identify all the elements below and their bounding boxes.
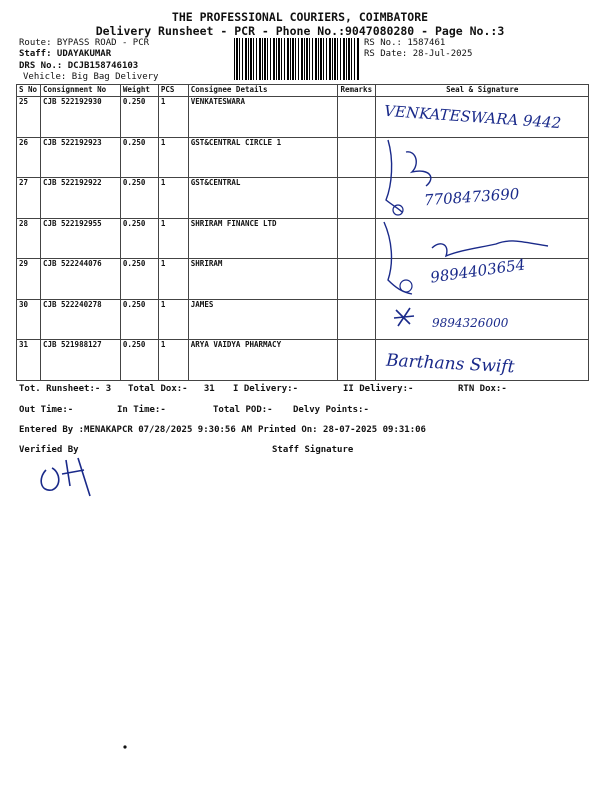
- cell-consignee: SHRIRAM: [188, 259, 338, 300]
- ii-delivery: II Delivery:-: [343, 384, 414, 394]
- handwritten-signature-row27: 7708473690: [423, 184, 520, 210]
- col-sno: S No: [17, 85, 41, 97]
- cell-pcs: 1: [158, 178, 188, 219]
- cell-weight: 0.250: [120, 97, 158, 138]
- handwritten-signature-row29: 9894403654: [429, 255, 527, 287]
- cell-weight: 0.250: [120, 340, 158, 381]
- cell-consignment: CJB 521988127: [40, 340, 120, 381]
- staff-label: Staff: UDAYAKUMAR: [19, 49, 112, 59]
- rtn-dox: RTN Dox:-: [458, 384, 507, 394]
- cell-pcs: 1: [158, 218, 188, 259]
- cell-sno: 28: [17, 218, 41, 259]
- cell-sno: 31: [17, 340, 41, 381]
- out-time: Out Time:-: [19, 405, 74, 415]
- cell-pcs: 1: [158, 299, 188, 340]
- cell-weight: 0.250: [120, 218, 158, 259]
- cell-sno: 27: [17, 178, 41, 219]
- cell-weight: 0.250: [120, 299, 158, 340]
- drs-label: DRS No.: DCJB158746103: [19, 61, 139, 71]
- in-time: In Time:-: [117, 405, 166, 415]
- cell-consignee: GST&CENTRAL CIRCLE 1: [188, 137, 338, 178]
- cell-consignee: GST&CENTRAL: [188, 178, 338, 219]
- cell-sno: 29: [17, 259, 41, 300]
- handwritten-signature-row30: 9894326000: [432, 316, 509, 330]
- entered-by: Entered By :MENAKAPCR 07/28/2025 9:30:56 AM: [19, 425, 252, 435]
- col-consignee: Consignee Details: [188, 85, 338, 97]
- total-dox: Total Dox:- 31: [128, 384, 215, 394]
- tot-runsheet: Tot. Runsheet:- 3: [19, 384, 112, 394]
- cell-weight: 0.250: [120, 259, 158, 300]
- col-pcs: PCS: [158, 85, 188, 97]
- cell-pcs: 1: [158, 340, 188, 381]
- col-weight: Weight: [120, 85, 158, 97]
- rs-date: RS Date: 28-Jul-2025: [364, 49, 473, 59]
- cell-consignment: CJB 522244076: [40, 259, 120, 300]
- cell-consignee: JAMES: [188, 299, 338, 340]
- staff-signature: Staff Signature: [272, 445, 354, 455]
- handwritten-signature-row31: Barthans Swift: [385, 350, 515, 378]
- cell-consignee: VENKATESWARA: [188, 97, 338, 138]
- printed-on: Printed On: 28-07-2025 09:31:06: [258, 425, 426, 435]
- cell-consignment: CJB 522192923: [40, 137, 120, 178]
- cell-consignment: CJB 522192922: [40, 178, 120, 219]
- cell-weight: 0.250: [120, 178, 158, 219]
- cell-sno: 26: [17, 137, 41, 178]
- cell-sno: 30: [17, 299, 41, 340]
- cell-sno: 25: [17, 97, 41, 138]
- route-label: Route: BYPASS ROAD - PCR: [19, 38, 150, 48]
- cell-pcs: 1: [158, 137, 188, 178]
- col-consignment: Consignment No: [40, 85, 120, 97]
- company-title: THE PROFESSIONAL COURIERS, COIMBATORE: [171, 10, 429, 24]
- verified-by: Verified By: [19, 445, 79, 455]
- col-remarks: Remarks: [338, 85, 376, 97]
- i-delivery: I Delivery:-: [233, 384, 299, 394]
- handwritten-signature-row25: VENKATESWARA 9442: [383, 101, 562, 133]
- cell-consignment: CJB 522192955: [40, 218, 120, 259]
- cell-weight: 0.250: [120, 137, 158, 178]
- cell-consignee: ARYA VAIDYA PHARMACY: [188, 340, 338, 381]
- cell-consignee: SHRIRAM FINANCE LTD: [188, 218, 338, 259]
- col-seal-signature: Seal & Signature: [376, 85, 589, 97]
- delvy-points: Delvy Points:-: [293, 405, 369, 415]
- rs-number: RS No.: 1587461: [364, 38, 446, 48]
- cell-pcs: 1: [158, 259, 188, 300]
- vehicle-label: Vehicle: Big Bag Delivery: [23, 72, 159, 82]
- cell-consignment: CJB 522192930: [40, 97, 120, 138]
- total-pod: Total POD:-: [213, 405, 273, 415]
- cell-consignment: CJB 522240278: [40, 299, 120, 340]
- cell-pcs: 1: [158, 97, 188, 138]
- runsheet-title: Delivery Runsheet - PCR - Phone No.:9047080280 - Page No.:3: [95, 24, 505, 38]
